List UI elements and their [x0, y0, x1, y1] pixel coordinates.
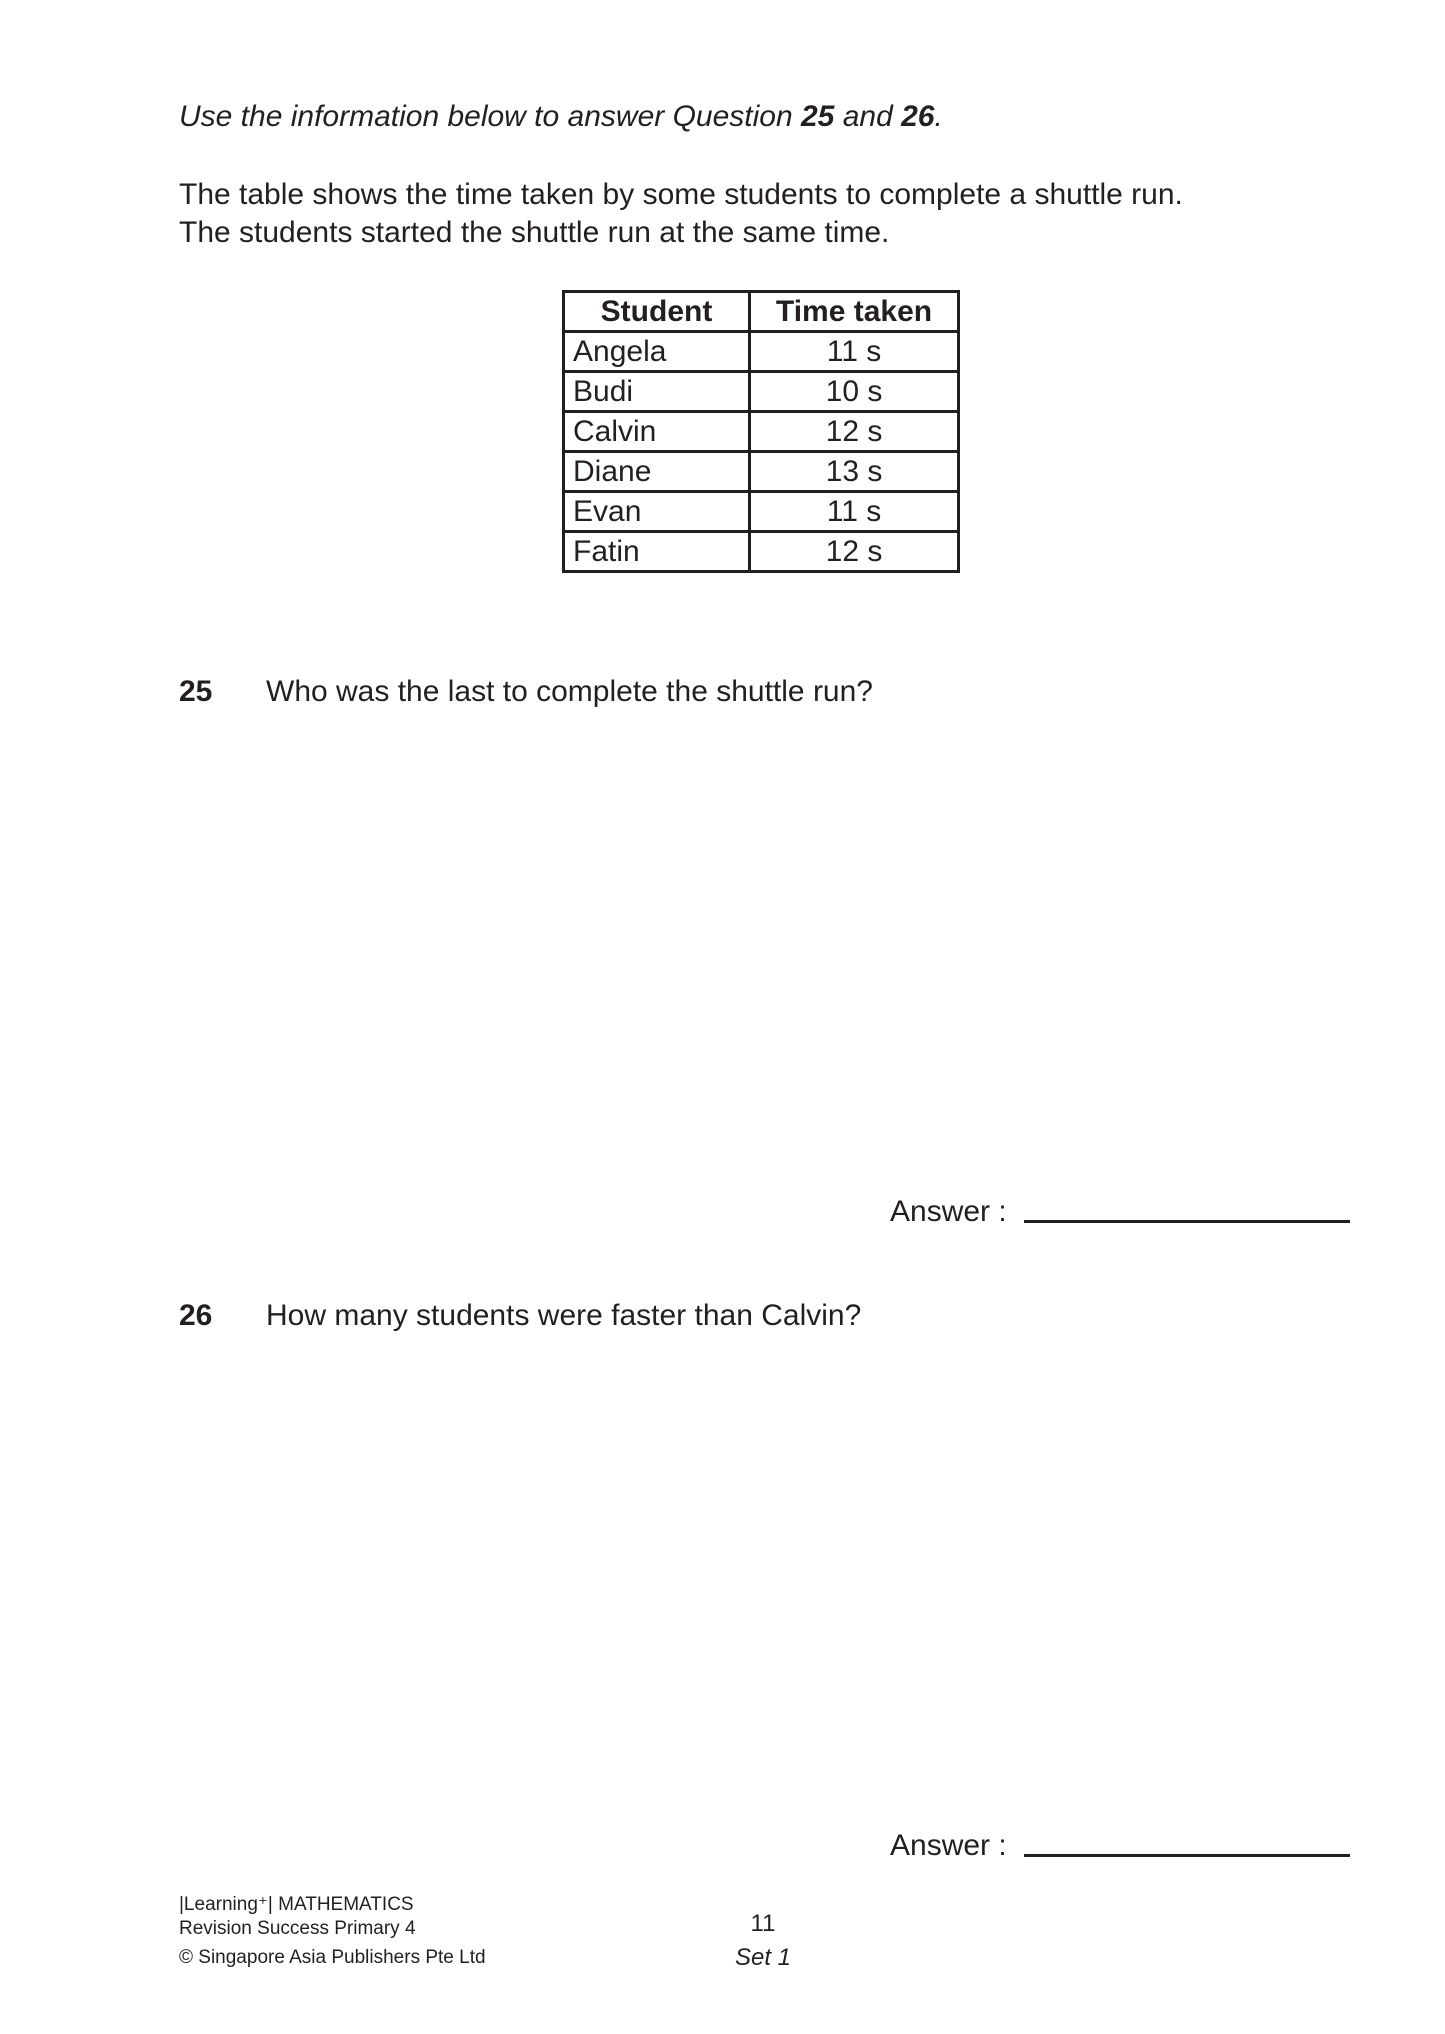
- student-cell: Evan: [564, 492, 750, 532]
- footer-series: |Learning⁺| MATHEMATICS: [179, 1894, 414, 1915]
- footer-title: Revision Success Primary 4: [179, 1918, 416, 1939]
- time-cell: 11 s: [750, 332, 959, 372]
- student-cell: Fatin: [564, 532, 750, 572]
- question-ref: 25: [801, 100, 835, 133]
- column-header-student: Student: [564, 292, 750, 332]
- description-line: The table shows the time taken by some students to complete a shuttle run.: [179, 178, 1183, 211]
- instruction-text: and: [834, 100, 902, 133]
- table-row: [564, 492, 959, 532]
- footer-copyright: © Singapore Asia Publishers Pte Ltd: [179, 1947, 486, 1968]
- time-cell: 12 s: [750, 532, 959, 572]
- answer-label: Answer :: [890, 1195, 1007, 1228]
- table-row: [564, 332, 959, 372]
- question-number: 26: [179, 1299, 213, 1332]
- instruction-text: Use the information below to answer Question: [179, 100, 801, 133]
- time-cell: 12 s: [750, 412, 959, 452]
- instruction: [179, 98, 943, 136]
- answer-label: Answer :: [890, 1829, 1007, 1862]
- question-text: How many students were faster than Calvin?: [266, 1299, 862, 1332]
- description: [179, 176, 1183, 252]
- question-ref: 26: [901, 100, 935, 133]
- description-line: The students started the shuttle run at the same time.: [179, 216, 890, 249]
- set-label: Set 1: [734, 1944, 792, 1971]
- student-cell: Calvin: [564, 412, 750, 452]
- question-text: Who was the last to complete the shuttle run?: [266, 675, 873, 708]
- instruction-text: .: [934, 100, 943, 133]
- table-row: [564, 412, 959, 452]
- answer-line[interactable]: [1024, 1220, 1350, 1223]
- question-number: 25: [179, 675, 213, 708]
- time-cell: 13 s: [750, 452, 959, 492]
- time-cell: 11 s: [750, 492, 959, 532]
- answer-line[interactable]: [1024, 1854, 1350, 1857]
- shuttle-run-table: [562, 290, 960, 573]
- table-header-row: [564, 292, 959, 332]
- table-row: [564, 452, 959, 492]
- time-cell: 10 s: [750, 372, 959, 412]
- table-row: [564, 372, 959, 412]
- column-header-time: Time taken: [750, 292, 959, 332]
- table-row: [564, 532, 959, 572]
- student-cell: Budi: [564, 372, 750, 412]
- student-cell: Angela: [564, 332, 750, 372]
- page-number: 11: [750, 1910, 776, 1937]
- student-cell: Diane: [564, 452, 750, 492]
